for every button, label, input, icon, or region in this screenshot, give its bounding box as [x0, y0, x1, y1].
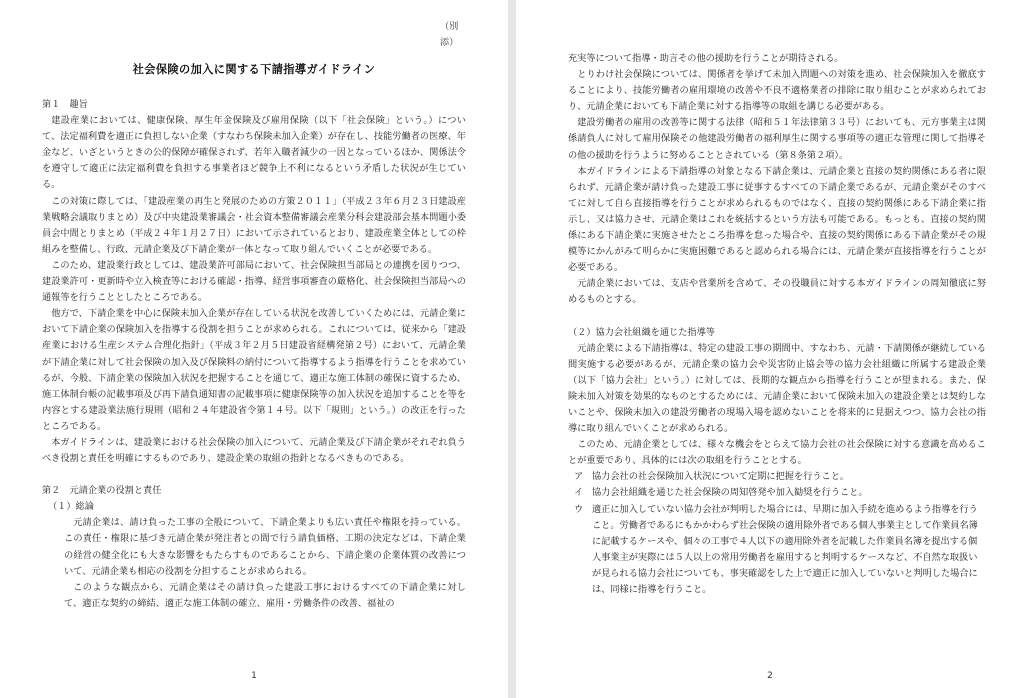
subsection-1-heading: （１）総論 — [48, 501, 94, 513]
page-2-paragraph-3: 建設労働者の雇用の改善等に関する法律（昭和５１年法律第３３号）においても、元方事業主は関係請負人に対して雇用保険その他建設労働者の福利厚生に関する事項等の適正な管理に関して指導その他の援助を行うように努めることとされている（第８条第２項）。 — [568, 117, 986, 161]
page-2-paragraph-5: 元請企業においては、支店や営業所を含めて、その役職員に対する本ガイドラインの周知徹底に努めるものとする。 — [568, 278, 986, 306]
section-1-paragraph-3: このため、建設業行政としては、建設業許可部局において、社会保険担当部局との連携を図りつつ、建設業許可・更新時や立入検査等における確認・指導、経営事項審査の厳格化、社会保険担当部局への通報等を行うこととしたところである。 — [42, 259, 466, 304]
list-item — [568, 502, 986, 599]
attachment-label: （別添） — [440, 21, 459, 49]
subsection-2-paragraph-2: このため、元請企業としては、様々な機会をとらえて協力会社の社会保険に対する意識を高めることが重要であり、具体的には次の取組を行うこととする。 — [568, 439, 986, 467]
subsection-2-paragraph-1: 元請企業による下請指導は、特定の建設工事の期間中、すなわち、元請・下請関係が継続している間実施する必要があるが、元請企業の協力会や災害防止協会等の協力会社組織に所属する建設企業（以下「協力会社」という。）に対しては、長期的な観点から指導を行うことが望まれる。また、保険未加入対策を効果的なものとするためには、元請企業において保険未加入の建設企業とは契約しないことや、保険未加入の建設労働者の現場入場を認めないことを将来的に見据えつつ、協力会社の指導に取り組んでいくことが求められる。 — [568, 342, 986, 435]
section-1-paragraph-4: 他方で、下請企業を中心に保険未加入企業が存在している状況を改善していくためには、元請企業において下請企業の保険加入を指導する役割を担うことが求められる。これについては、従来から「建設産業における生産システム合理化指針」（平成３年２月５日建設省経構発第２号）において、元請企業が下請企業に対して社会保険の加入及び保険料の納付について指導するよう指導を行うことを求めているが、今般、下請企業の保険加入状況を把握することを通じて、適正な施工体制の確保に資するため、施工体制台帳の記載事項及び再下請負通知書の記載事項に健康保険等の加入状況を追加することを等を内容とする建設業法施行規則（昭和２４年建設省令第１４号。以下「規則」という。）の改正を行ったところである。 — [42, 308, 466, 432]
subsection-2-heading: （２）協力会社組織を通じた指導等 — [568, 326, 715, 338]
document-title: 社会保険の加入に関する下請指導ガイドライン — [132, 63, 376, 76]
section-1-paragraph-1: 建設産業においては、健康保険、厚生年金保険及び雇用保険（以下「社会保険」という。）について、法定福利費を適正に負担しない企業（すなわち保険未加入企業）が存在し、技能労働者の医療、年金など、いざというときの公的保障が確保されず、若年入職者減少の一因となっているほか、関係法令を遵守して適正に法定福利費を負担する事業者ほど競争上不利になるという矛盾した状況が生じている。 — [42, 115, 466, 191]
subsection-1-paragraph-2: このような観点から、元請企業はその請け負った建設工事におけるすべての下請企業に対して、適正な契約の締結、適正な施工体制の確立、雇用・労働条件の改善、福祉の — [64, 581, 466, 609]
spacer — [42, 467, 466, 483]
document-page-2 — [516, 0, 1024, 698]
list-item — [568, 469, 986, 485]
page-2-paragraph-4: 本ガイドラインによる下請指導の対象となる下請企業は、元請企業と直接の契約関係にある者に限られず、元請企業が請け負った建設工事に従事するすべての下請企業であるが、元請企業がそのすべてに対して自ら直接指導を行うことが求められるものではなく、直接の契約関係にある下請企業に指示し、又は協力させ、元請企業はこれを統括するという方法も可能である。もっとも、直接の契約関係にある下請企業に実施させたところ指導を怠った場合や、直接の契約関係にある下請企業がその規模等にかんがみて明らかに実施困難であると認められる場合には、元請企業が直接指導を行うことが必要である。 — [568, 165, 986, 274]
page-2-paragraph-1: 充実等について指導・助言その他の援助を行うことが期待される。 — [568, 53, 844, 64]
section-1-paragraph-5: 本ガイドラインは、建設業における社会保険の加入について、元請企業及び下請企業がそれぞれ負うべき役割と責任を明確にするものであり、建設企業の取組の指針となるべきものである。 — [42, 436, 466, 465]
section-2-heading: 第２ 元請企業の役割と責任 — [42, 485, 162, 497]
list-item-text: 協力会社の社会保険加入状況について定期に把握を行うこと。 — [592, 471, 850, 483]
page-2-content — [568, 51, 986, 598]
list-item-text: 適正に加入していない協力会社が判明した場合には、早期に加入手続を進めるよう指導を行うこと。労働者であるにもかかわらず社会保険の適用除外者である個人事業主として作業員名簿に記載するケースや、個々の工事で４人以下の適用除外者を記載した作業員名簿を提出する個人事業主が実際には５人以上の常用労働者を雇用すると判明するケースなど、不自然な取扱いが見られる協力会社についても、事実確認をした上で適正に加入していないと判明した場合には、同様に指導を行うこと。 — [592, 503, 978, 595]
list-item-marker: ウ — [574, 503, 584, 515]
document-page-1 — [0, 0, 508, 698]
list-item-marker: イ — [574, 487, 584, 499]
list-item-marker: ア — [574, 471, 584, 483]
section-1-paragraph-2: この対策に際しては、「建設産業の再生と発展のための方策２０１１」（平成２３年６月２３日建設産業戦略会議取りまとめ）及び中央建設業審議会・社会資本整備審議会産業分科会建設部会基本問題小委員会中間とりまとめ（平成２４年１月２７日）において示されているとおり、建設産業全体としての枠組みを整備し、行政、元請企業及び下請企業が一体となって取り組んでいくことが必要である。 — [42, 195, 466, 255]
section-1-heading: 第１ 趣旨 — [42, 99, 88, 110]
measure-list — [568, 469, 986, 598]
page-number: 2 — [767, 671, 773, 681]
page-number: 1 — [251, 671, 257, 681]
spacer — [568, 309, 986, 325]
page-2-paragraph-2: とりわけ社会保険については、関係者を挙げて未加入問題への対策を進め、社会保険加入を徹底することにより、技能労働者の雇用環境の改善や不良不適格業者の排除に取り組むことが求められており、元請企業においても下請企業に対する指導等の取組を講じる必要がある。 — [568, 69, 986, 113]
list-item — [568, 485, 986, 501]
list-item-text: 協力会社組織を通じた社会保険の周知啓発や加入勧奨を行うこと。 — [592, 487, 868, 499]
subsection-1-paragraph-1: 元請企業は、請け負った工事の全般について、下請企業よりも広い責任や権限を持っている。この責任・権限に基づき元請企業が発注者との間で行う請負価格、工期の決定などは、下請企業の経営の健全化にも大きな影響をもたらすものであることから、下請企業の企業体質の改善について、元請企業も相応の役割を分担することが求められる。 — [64, 517, 466, 577]
page-1-body — [42, 97, 466, 612]
